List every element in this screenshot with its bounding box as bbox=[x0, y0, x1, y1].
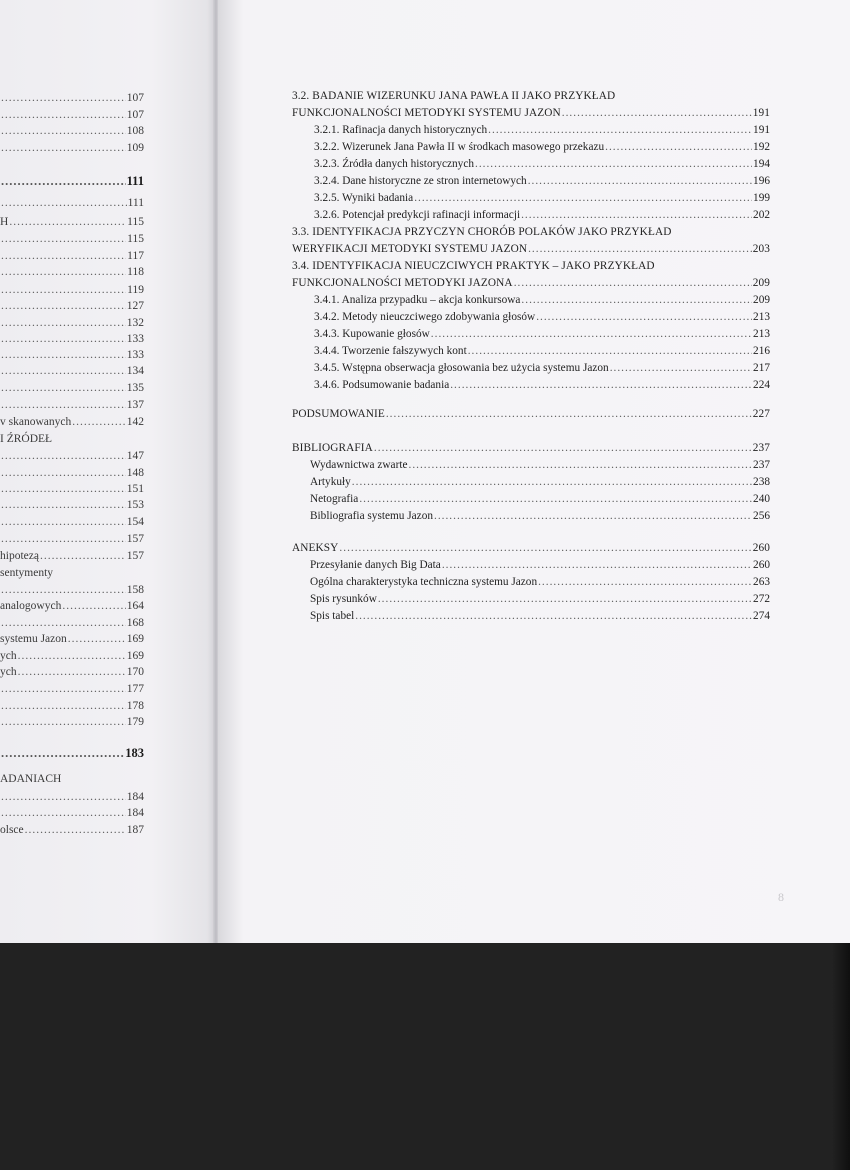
leader-dots bbox=[25, 822, 126, 838]
left-toc-entry bbox=[0, 231, 144, 247]
left-toc-entry bbox=[0, 681, 144, 697]
toc-entry-title: 3.4.3. Kupowanie głosów bbox=[314, 328, 430, 340]
page-number: 137 bbox=[126, 399, 144, 411]
page-number: 199 bbox=[753, 192, 770, 204]
leader-dots bbox=[1, 123, 126, 139]
leader-dots bbox=[1, 582, 126, 598]
toc-entry-title: 3.2.5. Wyniki badania bbox=[314, 192, 414, 204]
page-number: 260 bbox=[752, 542, 770, 554]
leader-dots bbox=[1, 805, 126, 821]
leader-dots bbox=[1, 615, 126, 631]
leader-dots bbox=[605, 139, 752, 156]
left-toc-entry bbox=[0, 90, 144, 106]
leader-dots bbox=[1, 497, 126, 513]
left-toc-entry bbox=[0, 107, 144, 123]
toc-entry bbox=[310, 491, 770, 508]
toc-entry bbox=[314, 292, 770, 309]
leader-dots bbox=[528, 173, 752, 190]
left-toc-entry bbox=[0, 363, 144, 379]
left-toc-entry bbox=[0, 664, 144, 680]
left-toc-entry bbox=[0, 648, 144, 664]
left-toc-entry bbox=[0, 298, 144, 314]
leader-dots bbox=[1, 282, 126, 298]
left-toc-entry bbox=[0, 123, 144, 139]
leader-dots bbox=[610, 360, 752, 377]
page-number: 133 bbox=[126, 333, 144, 345]
page-number: 169 bbox=[126, 633, 144, 645]
toc-entry-title: 3.4.4. Tworzenie fałszywych kont bbox=[314, 345, 467, 357]
page-number: 127 bbox=[126, 300, 144, 312]
toc-entry-title: 3.2.1. Rafinacja danych historycznych bbox=[314, 124, 488, 136]
page-number: 164 bbox=[126, 600, 144, 612]
page-number: 119 bbox=[127, 284, 144, 296]
page-number: 168 bbox=[126, 617, 144, 629]
left-toc-fragment: ADANIACH bbox=[0, 773, 62, 785]
toc-entry bbox=[314, 190, 770, 207]
page-number: 134 bbox=[126, 365, 144, 377]
leader-dots bbox=[1, 681, 126, 697]
leader-dots bbox=[414, 190, 752, 207]
left-toc-entry bbox=[0, 822, 144, 838]
leader-dots bbox=[1, 298, 126, 314]
leader-dots bbox=[528, 241, 752, 258]
leader-dots bbox=[1, 714, 126, 730]
leader-dots bbox=[62, 598, 125, 614]
toc-heading-3-4-line1: 3.4. IDENTYFIKACJA NIEUCZCIWYCH PRAKTYK – JAKO PRZYKŁAD bbox=[292, 260, 655, 272]
page-number: 179 bbox=[126, 716, 144, 728]
leader-dots bbox=[378, 591, 752, 608]
left-toc-entry-title: v skanowanych bbox=[0, 416, 72, 428]
leader-dots bbox=[359, 491, 752, 508]
page-number: 274 bbox=[753, 610, 770, 622]
left-toc-entry bbox=[0, 714, 144, 730]
page-number: 111 bbox=[126, 174, 144, 188]
left-toc-entry bbox=[0, 531, 144, 547]
left-toc-entry bbox=[0, 805, 144, 821]
page-number: 147 bbox=[126, 450, 144, 462]
toc-entry bbox=[310, 557, 770, 574]
page-number: 202 bbox=[753, 209, 770, 221]
leader-dots bbox=[1, 264, 126, 280]
page-number: 216 bbox=[753, 345, 770, 357]
page-number: 209 bbox=[753, 294, 770, 306]
page-number: 142 bbox=[126, 416, 144, 428]
page-number: 115 bbox=[127, 216, 144, 228]
leader-dots bbox=[1, 248, 126, 264]
left-toc-entry bbox=[0, 582, 144, 598]
toc-entry-title: 3.2.3. Źródła danych historycznych bbox=[314, 158, 474, 170]
page-number: 183 bbox=[125, 746, 144, 760]
leader-dots bbox=[374, 440, 752, 457]
leader-dots bbox=[18, 648, 126, 664]
left-toc-entry-title: analogowych bbox=[0, 600, 62, 612]
page-number: 107 bbox=[126, 92, 144, 104]
page-number: 133 bbox=[126, 349, 144, 361]
toc-entry bbox=[314, 326, 770, 343]
toc-entry-title: BIBLIOGRAFIA bbox=[292, 442, 373, 454]
page-number: 184 bbox=[126, 791, 144, 803]
leader-dots bbox=[1, 448, 126, 464]
left-toc-entry bbox=[0, 380, 144, 396]
page-number: 209 bbox=[752, 277, 770, 289]
toc-entry-title: Wydawnictwa zwarte bbox=[310, 459, 408, 471]
toc-entry bbox=[314, 156, 770, 173]
leader-dots bbox=[521, 292, 752, 309]
toc-entry-title: Ogólna charakterystyka techniczna systemu Jazon bbox=[310, 576, 538, 588]
page-number: 256 bbox=[753, 510, 770, 522]
page-number: 238 bbox=[753, 476, 770, 488]
page-number: 272 bbox=[753, 593, 770, 605]
toc-aneksy bbox=[292, 540, 770, 557]
left-toc-entry bbox=[0, 315, 144, 331]
leader-dots bbox=[72, 414, 126, 430]
left-toc-entry-title: systemu Jazon bbox=[0, 633, 67, 645]
toc-entry bbox=[310, 508, 770, 525]
page-number: 260 bbox=[753, 559, 770, 571]
leader-dots bbox=[1, 698, 126, 714]
leader-dots bbox=[40, 548, 126, 564]
leader-dots bbox=[386, 406, 752, 423]
left-toc-entry bbox=[0, 745, 144, 761]
page-number: 194 bbox=[753, 158, 770, 170]
toc-heading-3-4 bbox=[292, 275, 770, 292]
page-number: 227 bbox=[752, 408, 770, 420]
leader-dots bbox=[536, 309, 752, 326]
page-number: 154 bbox=[126, 516, 144, 528]
toc-entry-title: 3.2.2. Wizerunek Jana Pawła II w środkach masowego przekazu bbox=[314, 141, 605, 153]
toc-entry-title: 3.4.5. Wstępna obserwacja głosowania bez użycia systemu Jazon bbox=[314, 362, 609, 374]
page-number: 184 bbox=[126, 807, 144, 819]
page-number: 196 bbox=[753, 175, 770, 187]
left-toc-entry-title: ych bbox=[0, 650, 17, 662]
leader-dots bbox=[1, 90, 126, 106]
page-number: 132 bbox=[126, 317, 144, 329]
toc-entry-title: Netografia bbox=[310, 493, 359, 505]
page-number: 213 bbox=[753, 311, 770, 323]
page-number: 115 bbox=[127, 233, 144, 245]
toc-heading-3-3-line2: WERYFIKACJI METODYKI SYSTEMU JAZON bbox=[292, 243, 528, 255]
leader-dots bbox=[1, 380, 126, 396]
page-number: 153 bbox=[126, 499, 144, 511]
page-number: 263 bbox=[753, 576, 770, 588]
leader-dots bbox=[1, 107, 126, 123]
toc-heading-3-2-line2: FUNKCJONALNOŚCI METODYKI SYSTEMU JAZON bbox=[292, 107, 561, 119]
toc-entry-title: Spis tabel bbox=[310, 610, 355, 622]
page-number: 135 bbox=[126, 382, 144, 394]
left-toc-fragment: I ŹRÓDEŁ bbox=[0, 433, 53, 445]
left-toc-entry-title: H bbox=[0, 216, 9, 228]
scanner-background bbox=[0, 943, 850, 1170]
toc-heading-3-2-line1: 3.2. BADANIE WIZERUNKU JANA PAWŁA II JAKO PRZYKŁAD bbox=[292, 90, 616, 102]
left-toc-entry bbox=[0, 481, 144, 497]
page-number: 240 bbox=[753, 493, 770, 505]
leader-dots bbox=[488, 122, 752, 139]
leader-dots bbox=[1, 331, 126, 347]
toc-entry bbox=[310, 574, 770, 591]
page-number: 157 bbox=[126, 533, 144, 545]
left-toc-entry bbox=[0, 598, 144, 614]
toc-entry bbox=[314, 207, 770, 224]
page-number: 157 bbox=[126, 550, 144, 562]
leader-dots bbox=[18, 664, 126, 680]
left-toc-fragment: sentymenty bbox=[0, 567, 54, 579]
left-toc-entry bbox=[0, 789, 144, 805]
page-number: 117 bbox=[127, 250, 144, 262]
leader-dots bbox=[1, 173, 126, 189]
left-toc-entry-title: hipotezą bbox=[0, 550, 39, 562]
toc-entry bbox=[310, 474, 770, 491]
toc-entry bbox=[310, 608, 770, 625]
leader-dots bbox=[409, 457, 753, 474]
page-number: 151 bbox=[126, 483, 144, 495]
leader-dots bbox=[1, 347, 126, 363]
left-page bbox=[0, 0, 216, 943]
page-number: 107 bbox=[126, 109, 144, 121]
leader-dots bbox=[450, 377, 752, 394]
page-number: 108 bbox=[126, 125, 144, 137]
page-number: 203 bbox=[752, 243, 770, 255]
right-page bbox=[218, 0, 850, 943]
leader-dots bbox=[352, 474, 752, 491]
leader-dots bbox=[514, 275, 752, 292]
page-number: 118 bbox=[127, 266, 144, 278]
left-toc-entry bbox=[0, 615, 144, 631]
left-toc-entry bbox=[0, 173, 144, 189]
left-toc-entry bbox=[0, 140, 144, 156]
leader-dots bbox=[1, 745, 124, 761]
left-toc-entry bbox=[0, 347, 144, 363]
page-number: 191 bbox=[752, 107, 770, 119]
leader-dots bbox=[339, 540, 751, 557]
toc-entry bbox=[310, 591, 770, 608]
leader-dots bbox=[431, 326, 752, 343]
toc-heading-3-3-line1: 3.3. IDENTYFIKACJA PRZYCZYN CHORÓB POLAKÓW JAKO PRZYKŁAD bbox=[292, 226, 672, 238]
leader-dots bbox=[1, 140, 126, 156]
toc-podsumowanie bbox=[292, 406, 770, 423]
left-toc-entry bbox=[0, 448, 144, 464]
page-number: 213 bbox=[753, 328, 770, 340]
toc-entry-title: Spis rysunków bbox=[310, 593, 377, 605]
left-toc-entry bbox=[0, 497, 144, 513]
page-number: 111 bbox=[127, 197, 144, 209]
page-number: 217 bbox=[753, 362, 770, 374]
toc-bibliografia bbox=[292, 440, 770, 457]
page-number: 148 bbox=[126, 467, 144, 479]
toc-entry bbox=[314, 360, 770, 377]
left-toc-entry bbox=[0, 548, 144, 564]
leader-dots bbox=[1, 789, 126, 805]
toc-entry bbox=[314, 173, 770, 190]
toc-entry bbox=[314, 377, 770, 394]
left-toc-entry bbox=[0, 414, 144, 430]
left-toc-entry bbox=[0, 248, 144, 264]
page-number: 158 bbox=[126, 584, 144, 596]
left-toc-entry bbox=[0, 631, 144, 647]
leader-dots bbox=[442, 557, 752, 574]
left-toc-entry bbox=[0, 214, 144, 230]
leader-dots bbox=[434, 508, 752, 525]
page-number: 191 bbox=[753, 124, 770, 136]
left-toc-entry bbox=[0, 282, 144, 298]
toc-entry-title: 3.4.1. Analiza przypadku – akcja konkursowa bbox=[314, 294, 521, 306]
leader-dots bbox=[475, 156, 752, 173]
leader-dots bbox=[521, 207, 752, 224]
page-number: 169 bbox=[126, 650, 144, 662]
leader-dots bbox=[1, 514, 126, 530]
leader-dots bbox=[562, 105, 752, 122]
leader-dots bbox=[468, 343, 752, 360]
page-number: 192 bbox=[753, 141, 770, 153]
leader-dots bbox=[1, 397, 126, 413]
left-toc-entry bbox=[0, 514, 144, 530]
left-toc-entry bbox=[0, 331, 144, 347]
leader-dots bbox=[538, 574, 752, 591]
toc-heading-3-3 bbox=[292, 241, 770, 258]
leader-dots bbox=[9, 214, 126, 230]
toc-entry-title: 3.2.4. Dane historyczne ze stron internetowych bbox=[314, 175, 527, 187]
leader-dots bbox=[1, 531, 126, 547]
bleed-through-mark: 8 bbox=[778, 890, 784, 904]
toc-entry-title: 3.4.6. Podsumowanie badania bbox=[314, 379, 450, 391]
left-toc-entry-title: olsce bbox=[0, 824, 24, 836]
page-number: 237 bbox=[753, 459, 770, 471]
leader-dots bbox=[1, 363, 126, 379]
left-toc-entry bbox=[0, 195, 144, 211]
leader-dots bbox=[1, 315, 126, 331]
leader-dots bbox=[355, 608, 752, 625]
toc-entry bbox=[314, 343, 770, 360]
leader-dots bbox=[1, 465, 126, 481]
left-toc-entry bbox=[0, 264, 144, 280]
left-toc-entry bbox=[0, 397, 144, 413]
leader-dots bbox=[1, 481, 126, 497]
leader-dots bbox=[68, 631, 126, 647]
toc-entry-title: Artykuły bbox=[310, 476, 351, 488]
toc-entry bbox=[314, 122, 770, 139]
toc-entry bbox=[314, 309, 770, 326]
leader-dots bbox=[1, 231, 126, 247]
left-toc-entry bbox=[0, 698, 144, 714]
toc-entry-title: 3.2.6. Potencjał predykcji rafinacji informacji bbox=[314, 209, 521, 221]
toc-entry-title: Bibliografia systemu Jazon bbox=[310, 510, 433, 522]
toc-entry-title: Przesyłanie danych Big Data bbox=[310, 559, 441, 571]
page-number: 178 bbox=[126, 700, 144, 712]
toc-entry-title: ANEKSY bbox=[292, 542, 339, 554]
page-number: 224 bbox=[753, 379, 770, 391]
toc-heading-3-2 bbox=[292, 105, 770, 122]
leader-dots bbox=[1, 195, 127, 211]
left-toc-entry-title: ych bbox=[0, 666, 17, 678]
toc-entry bbox=[310, 457, 770, 474]
page-number: 237 bbox=[752, 442, 770, 454]
toc-entry-title: 3.4.2. Metody nieuczciwego zdobywania głosów bbox=[314, 311, 536, 323]
page-number: 170 bbox=[126, 666, 144, 678]
page-number: 177 bbox=[126, 683, 144, 695]
scanner-edge bbox=[832, 943, 850, 1170]
page-number: 109 bbox=[126, 142, 144, 154]
toc-entry-title: PODSUMOWANIE bbox=[292, 408, 385, 420]
toc-heading-3-4-line2: FUNKCJONALNOŚCI METODYKI JAZONA bbox=[292, 277, 513, 289]
left-toc-entry bbox=[0, 465, 144, 481]
page-number: 187 bbox=[126, 824, 144, 836]
toc-entry bbox=[314, 139, 770, 156]
